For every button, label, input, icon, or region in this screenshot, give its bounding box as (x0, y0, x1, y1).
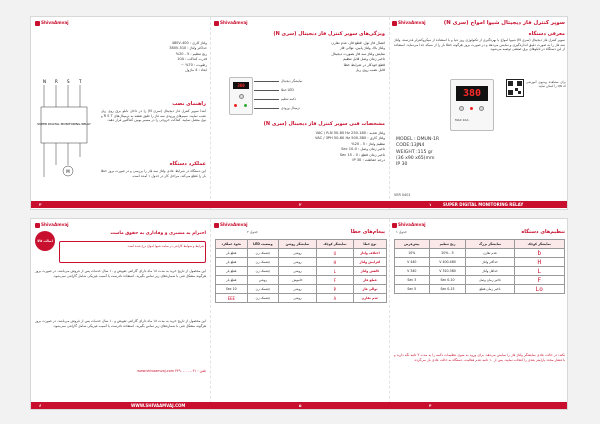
table-header: رنج تنظیم (429, 240, 466, 249)
errors-table (215, 239, 387, 303)
brand-logo: ShivaAmvaj (392, 222, 426, 228)
performance-title: عملکرد دستگاه (169, 161, 206, 167)
table-header: نحوه عملکرد (216, 240, 248, 249)
brand-mark-icon (392, 21, 397, 26)
table-cell: 5 - 20% (429, 249, 466, 258)
table-cell: 10% (395, 249, 430, 258)
tech-spec-item: درجه حفاظت : IP 30 (352, 158, 385, 163)
table-row (216, 249, 387, 258)
warranty-box (59, 241, 206, 263)
table-cell: 3 Sec (395, 276, 430, 285)
table-header-row (216, 240, 387, 249)
tech-specs-list (315, 131, 385, 163)
callout-line (254, 81, 279, 82)
table-cell: L (316, 267, 353, 276)
table-cell: حداقل ولتاژ (466, 267, 514, 276)
table-cell: 400-480 V (429, 258, 466, 267)
column-features (210, 17, 390, 209)
feature-item: قطع خودکار در شرایط خطا (343, 62, 385, 67)
wiring-diagram (37, 77, 97, 185)
brand-mark-icon (214, 223, 219, 228)
brand-logo: ShivaAmvaj (214, 20, 248, 26)
model-spec-block (396, 137, 439, 168)
terminal-label-n: N (43, 79, 46, 84)
column-intro (390, 17, 569, 209)
table-cell: چشمک زن (247, 294, 279, 303)
intro-text: سوپر کنترل فاز دیجیتال (سری N) شیوا امواج با بهره‌گیری از تکنولوژی روز دنیا و با استفاده از میکروکنترلر قدرتمند، ولتاژ سه فاز را به صورت دقیق اندازه‌گیری و نمایش می‌دهد و در صورت بروز هرگونه خطا بار را از شبکه جدا می‌نماید. استفاده از این دستگاه در تابلوهای برق صنعتی توصیه می‌شود. (394, 38, 565, 52)
table-cell: H (514, 258, 564, 267)
table-cell: 340 V (395, 267, 430, 276)
device-mini-lcd: 380 (233, 82, 249, 89)
qr-code-icon (506, 79, 524, 97)
table-cell: L (514, 267, 564, 276)
table-cell: قطع بار (216, 276, 248, 285)
install-text: ابتدا سوپر کنترل فاز دیجیتال (سری N) را در داخل تابلو برق روی ریل نصب نمایید. سیم‌های ورودی سه فاز را طبق نقشه به ترمینال‌های R S T و نول متصل نمایید. کنتاکت خروجی را در مسیر بوبین کنتاکتور قرار دهید. (101, 109, 206, 123)
errors-title: پیغام‌های خطا (350, 229, 385, 235)
table-cell: 310-380 V (429, 267, 466, 276)
feature-item: اتصال فاز نول، قطع فاز، عدم تقارن (331, 41, 385, 45)
table-row (216, 258, 387, 267)
table-cell: افزایش ولتاژ (353, 258, 386, 267)
leaflet-sheet-front (30, 16, 568, 210)
spec-list (133, 41, 207, 73)
table-cell: عدم تقارن (353, 294, 386, 303)
warranty-text: این محصول از تاریخ خرید به مدت ۱۸ ماه دارای گارانتی تعویض و ۱۰ سال خدمات پس از فروش می‌باشد. در صورت بروز هرگونه مشکل فنی با شماره‌های زیر تماس بگیرید. استفاده نادرست یا آسیب فیزیکی شامل گارانتی نمی‌شود. (35, 269, 206, 278)
footer-bar (31, 201, 567, 208)
footer-title: SUPER DIGITAL MONITORING RELAY (443, 202, 524, 207)
feature-item: تاخیر زمان وصل قابل تنظیم (343, 57, 385, 62)
table-label: جدول ۱ (396, 230, 407, 234)
device-lcd-display: 380 (456, 86, 488, 101)
table-cell: روشن (279, 249, 317, 258)
brand-logo: ShivaAmvaj (214, 222, 248, 228)
table-cell: قطع فاز (353, 276, 386, 285)
table-cell: A (316, 294, 353, 303)
model-line: MODEL : DMUN-1R (396, 137, 440, 142)
table-cell: عدم تقارن (466, 249, 514, 258)
table-cell: روشن (279, 294, 317, 303)
model-line: CODE:13JN4 (396, 143, 425, 149)
brand-mark-icon (392, 223, 397, 228)
brand-mark-icon (35, 21, 40, 26)
table-header: نمایشگر کوچک (316, 240, 353, 249)
qr-caption: برای مشاهده ویدیوی آموزشی کد QR را اسکن نمایید (526, 80, 566, 88)
page-number: ۱ (429, 202, 432, 207)
table-row (395, 285, 565, 294)
table-cell: اختلاف ولتاژ (353, 249, 386, 258)
device-knob-icon (479, 106, 484, 111)
model-line: WEIGHT :115 gr (396, 149, 433, 155)
brand-mark-icon (35, 223, 40, 228)
table-row (216, 276, 387, 285)
fault-led-icon (234, 104, 237, 107)
features-list (331, 41, 385, 73)
authenticity-badge: اصالت کالا (35, 231, 55, 251)
table-label: جدول ۲ (247, 230, 258, 234)
device-rating-label: MAX 10A (455, 118, 469, 122)
page-number: ۴ (429, 403, 432, 408)
tech-spec-item: تنظیم ولتاژ : 5 - 20% (351, 141, 385, 146)
table-cell: خاموش (279, 276, 317, 285)
warranty-red-note: شرایط و ضوابط گارانتی در سایت شیوا امواج درج شده است (127, 244, 204, 248)
callout-line (254, 99, 279, 100)
tech-spec-item: تاخیر زمان قطع : 0 - 15 Sec (339, 152, 385, 157)
callout-display: نمایشگر دیجیتال (281, 79, 303, 83)
table-cell: 5 Sec (395, 285, 430, 294)
table-cell: چشمک زن (247, 285, 279, 294)
spec-item: • حداکثر ولتاژ : 510-380V (133, 46, 207, 51)
warranty-text-extra: این محصول از تاریخ خرید به مدت ۱۸ ماه دارای گارانتی تعویض و ۱۰ سال خدمات پس از فروش می‌باشد. در صورت بروز هرگونه مشکل فنی با شماره‌های زیر تماس بگیرید. استفاده نادرست یا آسیب فیزیکی شامل گارانتی نمی‌شود. (35, 319, 206, 328)
table-header: نمایشگر بزرگ (466, 240, 514, 249)
install-title: راهنمای نصب (172, 101, 206, 107)
device-front-drawing (229, 77, 253, 115)
table-cell: توالی فاز (353, 285, 386, 294)
device-photo (450, 79, 494, 131)
table-cell: 440 V (395, 258, 430, 267)
table-cell: EEE (216, 294, 248, 303)
table-header-row (395, 240, 565, 249)
table-row (395, 249, 565, 258)
spec-item: • قدرت کنتاکت : 10A (133, 57, 207, 62)
table-header: نمایشگر کوچک (514, 240, 564, 249)
version-label: VER 0401 (394, 193, 411, 197)
table-cell: 0-15 Sec (429, 285, 466, 294)
model-line: IP 30 (396, 162, 408, 168)
table-cell: روشن (279, 285, 317, 294)
table-cell: تاخیر زمان قطع (466, 285, 514, 294)
footer-website: WWW.SHIVAAMVAJ.COM (131, 403, 186, 408)
table-cell: b (514, 249, 564, 258)
settings-title: تنظیم‌های دستگاه (521, 229, 565, 235)
table-cell: H (316, 258, 353, 267)
table-cell: 10 Sec (216, 285, 248, 294)
table-cell: حداکثر ولتاژ (466, 258, 514, 267)
model-line: (36 x90 x65)mm (396, 155, 435, 161)
table-header: وضعیت LED (247, 240, 279, 249)
table-cell: Lo (514, 285, 564, 294)
table-row (395, 258, 565, 267)
settings-note: نکته: در حالت عادی نمایشگر ولتاژ فاز را نمایش می‌دهد. برای ورود به منوی تنظیمات دکمه را به مدت ۳ ثانیه نگه دارید و با فشار مجدد پارامتر بعدی را انتخاب نمایید. پس از ۱۰ ثانیه عدم فعالیت، دستگاه به حالت عادی باز می‌گردد. (394, 353, 565, 362)
spec-item: • ابعاد : 4 ماژول (133, 68, 207, 73)
callout-led: LED خطا (281, 88, 294, 92)
table-row (216, 285, 387, 294)
tech-spec-item: تاخیر زمان وصل : 0-10 Sec (341, 147, 385, 152)
page-number: ۳ (39, 202, 42, 207)
table-row (216, 294, 387, 303)
tech-spec-item: ولتاژ کاری : 380-500 VAC / 3PH 50-60 Hz (314, 136, 385, 141)
brand-logo: ShivaAmvaj (35, 20, 69, 26)
table-cell: F (316, 276, 353, 285)
table-header: نمایشگر روشن (279, 240, 317, 249)
performance-text: این دستگاه در شرایط عادی ولتاژ سه فاز را بررسی و در صورت بروز خطا بار را قطع می‌کند. مراحل کار در جدول ۱ آمده است. (101, 169, 206, 178)
spec-item: • رنج تنظیم : 5 - 20% (133, 52, 207, 57)
feature-item: نمایش ولتاژ سه فاز بصورت دیجیتال (331, 51, 385, 56)
table-row (216, 267, 387, 276)
callout-terminal: ترمینال ورودی (281, 106, 301, 110)
leaflet-sheet-back (30, 218, 568, 410)
page-number: ۵ (299, 403, 302, 408)
power-led-icon (244, 104, 247, 107)
device-led-icon (470, 107, 473, 110)
table-header: نوع خطا (353, 240, 386, 249)
table-cell: چشمک زن (247, 249, 279, 258)
table-row (395, 276, 565, 285)
table-cell: تاخیر زمان وصل (466, 276, 514, 285)
tech-spec-item: ولتاژ تغذیه : 180-250 VAC / R-N 50-60 Hz (315, 131, 385, 135)
product-title: سوپر کنترل فاز دیجیتال شیوا امواج (سری N) (443, 20, 565, 26)
intro-title: معرفی دستگاه (528, 31, 565, 37)
terminal-label-r: R (55, 79, 58, 84)
table-cell: روشن (247, 276, 279, 285)
column-settings (390, 219, 569, 409)
table-cell: قطع بار (216, 249, 248, 258)
spec-item: • ولتاژ کاری : 400-480V (133, 41, 207, 46)
table-cell: U (316, 249, 353, 258)
column-warranty (31, 219, 210, 409)
callout-button: دکمه تنظیم (281, 97, 297, 101)
warranty-title: احترام به مشتری و وفاداری به حقوق ماست (110, 231, 206, 236)
footer-bar (31, 402, 567, 409)
table-cell: P (316, 285, 353, 294)
table-cell: روشن (279, 258, 317, 267)
page-number: ۶ (39, 403, 42, 408)
terminal-label-s: S (67, 79, 70, 84)
table-cell: کاهش ولتاژ (353, 267, 386, 276)
table-cell: روشن (279, 267, 317, 276)
table-cell: چشمک زن (247, 258, 279, 267)
motor-symbol: M (66, 169, 70, 174)
contact-info: تلفن : ۰۳۱-۳۳۹۰۰۰۰۰ www.shivaamvaj.com (137, 369, 206, 373)
table-cell: چشمک زن (247, 267, 279, 276)
table-cell: قطع بار (216, 258, 248, 267)
table-cell: 0-10 Sec (429, 276, 466, 285)
brand-logo: ShivaAmvaj (392, 20, 426, 26)
table-cell: F (514, 276, 564, 285)
terminal-label-t: T (79, 79, 82, 84)
callout-line (254, 108, 279, 109)
adjust-knob-icon (239, 94, 244, 99)
brand-logo: ShivaAmvaj (35, 222, 69, 228)
callout-line (254, 90, 279, 91)
tech-specs-title: مشخصات فنی سوپر کنترل فاز دیجیتال (سری N) (263, 121, 385, 127)
table-row (395, 267, 565, 276)
table-cell: قطع بار (216, 267, 248, 276)
feature-item: ولتاژ بالا، ولتاژ پایین، توالی فاز (339, 46, 385, 51)
column-errors (210, 219, 390, 409)
table-header: پیش‌فرض (395, 240, 430, 249)
settings-table (394, 239, 565, 294)
features-title: ویژگی‌های سوپر کنترل فاز دیجیتال (سری N) (273, 31, 385, 37)
feature-item: قابل نصب روی ریل (355, 68, 385, 73)
column-installation (31, 17, 210, 209)
relay-box-label: SUPER DIGITAL MONITORING RELAY (37, 122, 91, 126)
device-knob-icon (459, 106, 464, 111)
brand-mark-icon (214, 21, 219, 26)
spec-item: • رطوبت : 70% ~ (133, 63, 207, 68)
page-number: ۲ (299, 202, 302, 207)
